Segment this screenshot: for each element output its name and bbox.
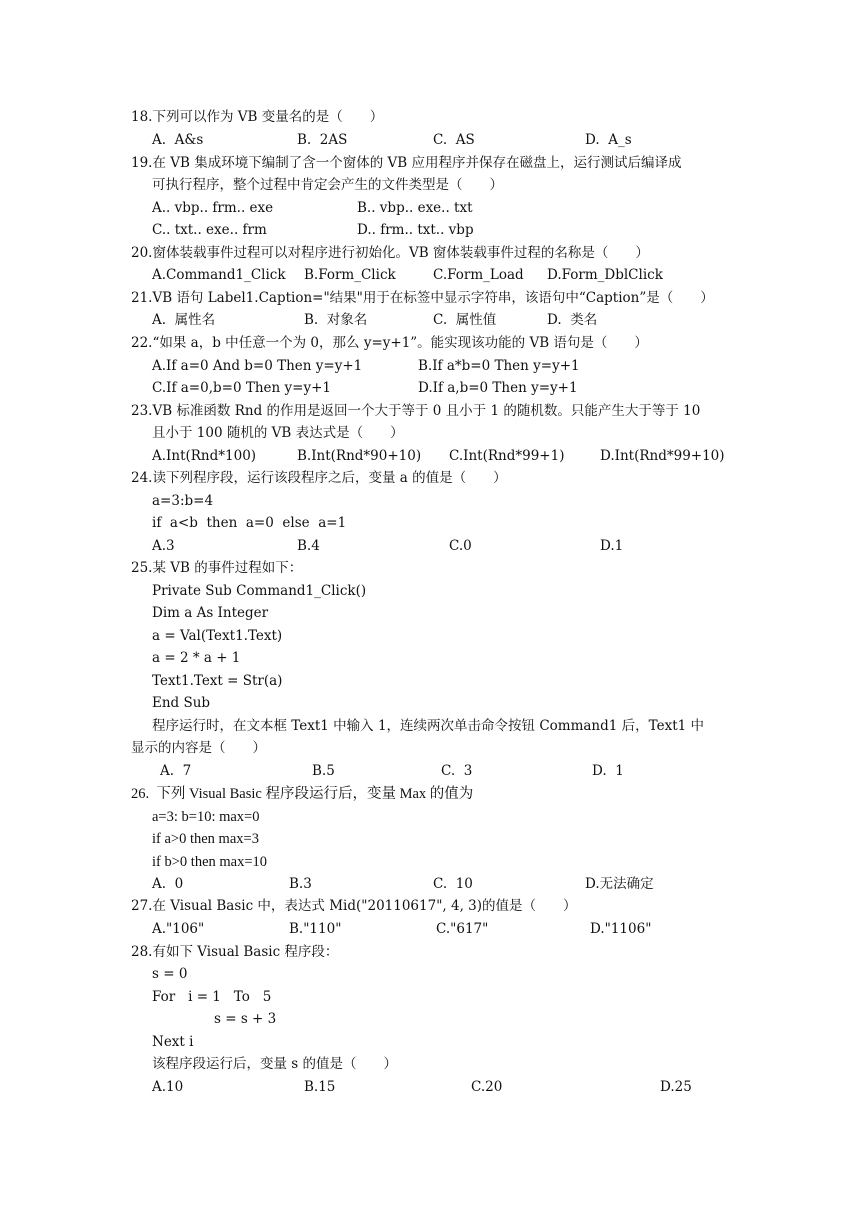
question-26-code-line: if a>0 then max=3 <box>152 831 259 847</box>
question-18-option-c: C. AS <box>433 132 475 148</box>
question-26-option-b: B.3 <box>289 876 312 892</box>
question-18-option-d: D. A_s <box>585 132 632 148</box>
question-24-option-a: A.3 <box>152 538 175 554</box>
question-21-option-a: A. 属性名 <box>152 312 216 328</box>
question-28-option-d: D.25 <box>660 1079 692 1095</box>
question-25-code-line: Private Sub Command1_Click() <box>152 583 367 599</box>
question-21-option-b: B. 对象名 <box>304 312 368 328</box>
question-26-code-line: if b>0 then max=10 <box>152 854 268 870</box>
question-28-code-line: For i = 1 To 5 <box>152 989 272 1005</box>
question-25-option-c: C. 3 <box>441 763 473 779</box>
question-24-code-line: if a<b then a=0 else a=1 <box>152 515 347 531</box>
question-28-stem: 28.有如下 Visual Basic 程序段： <box>131 944 339 960</box>
question-25-code-line: Text1.Text = Str(a) <box>152 673 283 689</box>
question-19-stem-line2: 可执行程序，整个过程中肯定会产生的文件类型是（ ） <box>152 177 503 193</box>
question-19-stem-line1: 19.在 VB 集成环境下编制了含一个窗体的 VB 应用程序并保存在磁盘上，运行测试后编译成 <box>131 155 682 171</box>
question-28-code-line: s = 0 <box>152 966 188 982</box>
question-25-note-line2: 显示的内容是（ ） <box>131 740 266 756</box>
question-27-stem: 27.在 Visual Basic 中，表达式 Mid("20110617", 4, 3)的值是（ ） <box>131 898 577 914</box>
question-25-stem: 25.某 VB 的事件过程如下： <box>131 560 303 576</box>
question-19-option-c: C.. txt.. exe.. frm <box>152 222 267 238</box>
question-22-option-a: A.If a=0 And b=0 Then y=y+1 <box>152 358 363 374</box>
question-25-code-line: a = Val(Text1.Text) <box>152 628 283 644</box>
question-24-code-line: a=3:b=4 <box>152 493 214 509</box>
question-26-option-c: C. 10 <box>433 876 473 892</box>
question-23-option-c: C.Int(Rnd*99+1) <box>449 448 565 464</box>
question-26-option-a: A. 0 <box>152 876 184 892</box>
question-20-option-b: B.Form_Click <box>304 267 396 283</box>
question-19-option-d: D.. frm.. txt.. vbp <box>357 222 474 238</box>
question-26-stem: 26. 下列 Visual Basic 程序段运行后，变量 Max 的值为 <box>131 786 474 802</box>
question-21-option-c: C. 属性值 <box>433 312 497 328</box>
question-28-option-b: B.15 <box>304 1079 336 1095</box>
question-25-option-d: D. 1 <box>592 763 624 779</box>
question-28-note: 该程序段运行后，变量 s 的值是（ ） <box>152 1056 398 1072</box>
question-27-option-a: A."106" <box>152 921 205 937</box>
question-24-stem: 24.读下列程序段，运行该段程序之后，变量 a 的值是（ ） <box>131 470 507 486</box>
question-23-stem-line2: 且小于 100 随机的 VB 表达式是（ ） <box>152 425 404 441</box>
question-24-option-d: D.1 <box>600 538 624 554</box>
question-23-option-d: D.Int(Rnd*99+10) <box>600 448 725 464</box>
question-22-option-b: B.If a*b=0 Then y=y+1 <box>418 358 580 374</box>
question-25-option-b: B.5 <box>312 763 335 779</box>
question-18-option-a: A. A&s <box>152 132 204 148</box>
question-22-option-c: C.If a=0,b=0 Then y=y+1 <box>152 380 331 396</box>
question-18-stem: 18.下列可以作为 VB 变量名的是（ ） <box>131 109 384 125</box>
question-26-code-line: a=3: b=10: max=0 <box>152 809 260 825</box>
question-22-option-d: D.If a,b=0 Then y=y+1 <box>418 380 578 396</box>
question-24-option-c: C.0 <box>449 538 472 554</box>
question-27-option-b: B."110" <box>289 921 342 937</box>
question-20-option-a: A.Command1_Click <box>152 267 286 283</box>
question-28-option-a: A.10 <box>152 1079 184 1095</box>
question-25-code-line: a = 2 * a + 1 <box>152 650 241 666</box>
question-18-option-b: B. 2AS <box>297 132 348 148</box>
question-23-option-a: A.Int(Rnd*100) <box>152 448 257 464</box>
question-23-option-b: B.Int(Rnd*90+10) <box>297 448 422 464</box>
question-27-option-d: D."1106" <box>590 921 652 937</box>
question-22-stem: 22.“如果 a，b 中任意一个为 0，那么 y=y+1”。能实现该功能的 VB 语句是（ ） <box>131 335 648 351</box>
question-26-option-d: D.无法确定 <box>585 876 654 892</box>
question-21-option-d: D. 类名 <box>547 312 598 328</box>
question-23-stem-line1: 23.VB 标准函数 Rnd 的作用是返回一个大于等于 0 且小于 1 的随机数。只能产生大于等于 10 <box>131 403 701 419</box>
question-20-option-d: D.Form_DblClick <box>547 267 663 283</box>
question-19-option-b: B.. vbp.. exe.. txt <box>357 200 473 216</box>
question-20-option-c: C.Form_Load <box>433 267 524 283</box>
question-27-option-c: C."617" <box>436 921 489 937</box>
question-24-option-b: B.4 <box>297 538 320 554</box>
question-28-code-line: Next i <box>152 1034 194 1050</box>
question-28-code-line: s = s + 3 <box>214 1011 277 1027</box>
question-20-stem: 20.窗体装载事件过程可以对程序进行初始化。VB 窗体装载事件过程的名称是（ ） <box>131 245 649 261</box>
question-19-option-a: A.. vbp.. frm.. exe <box>152 200 274 216</box>
question-28-option-c: C.20 <box>471 1079 503 1095</box>
question-25-option-a: A. 7 <box>160 763 192 779</box>
question-25-code-line: End Sub <box>152 695 211 711</box>
question-25-note-line1: 程序运行时，在文本框 Text1 中输入 1，连续两次单击命令按钮 Command1 后，Text1 中 <box>152 718 705 734</box>
question-25-code-line: Dim a As Integer <box>152 605 269 621</box>
question-21-stem: 21.VB 语句 Label1.Caption="结果"用于在标签中显示字符串，该语句中“Caption”是（ ） <box>131 290 714 306</box>
